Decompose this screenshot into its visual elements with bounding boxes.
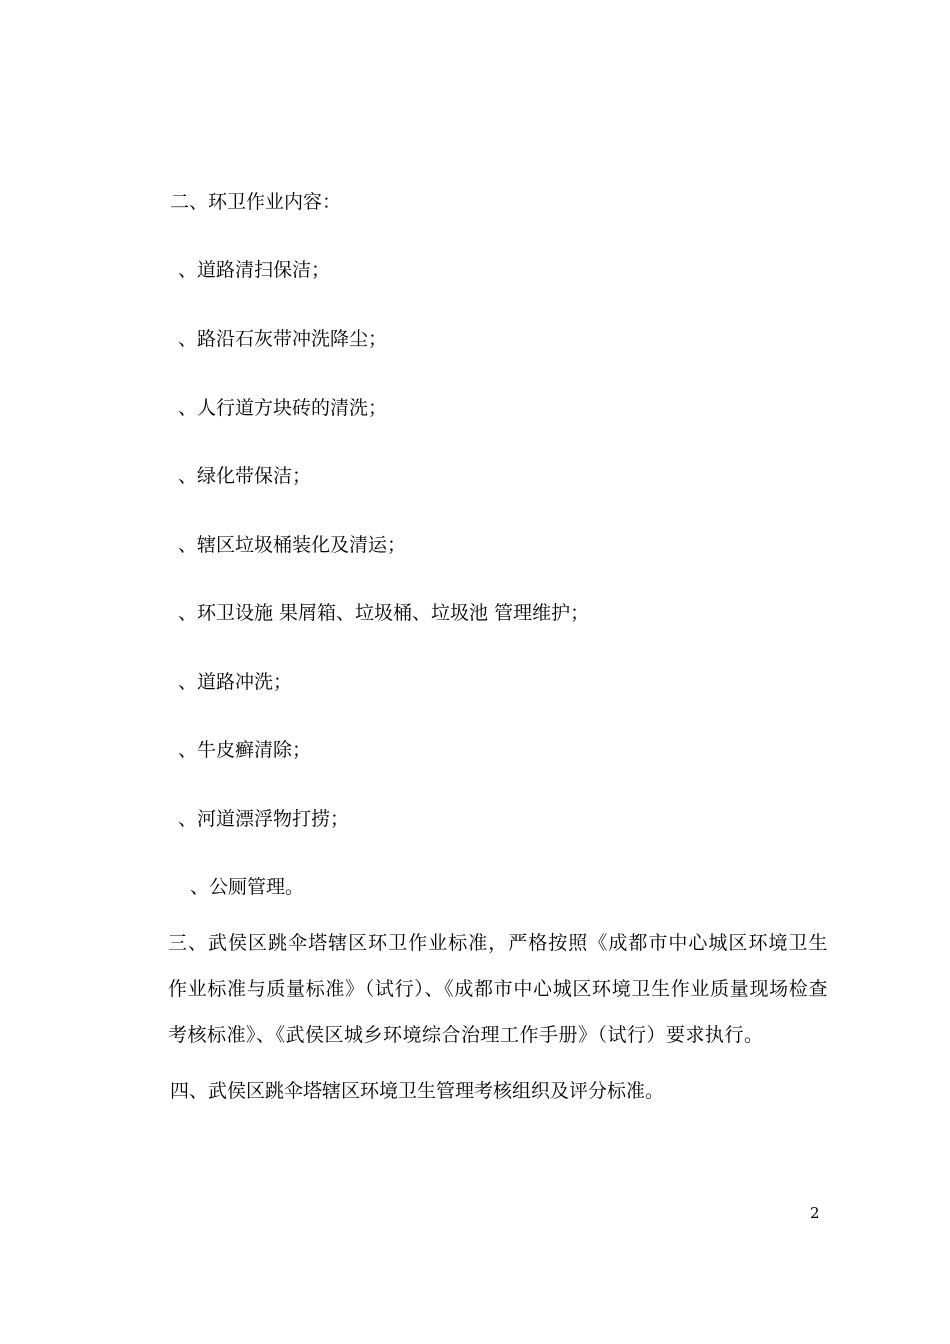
list-item: 、绿化带保洁； xyxy=(178,465,312,487)
list-item: 、牛皮癣清除； xyxy=(178,739,312,761)
list-item: 、路沿石灰带冲洗降尘； xyxy=(178,328,388,350)
page-number: 2 xyxy=(810,1204,820,1222)
list-item: 、人行道方块砖的清洗； xyxy=(178,397,388,419)
list-item: 、环卫设施 果屑箱、垃圾桶、垃圾池 管理维护； xyxy=(178,602,590,624)
section-heading: 二、环卫作业内容： xyxy=(170,191,342,213)
section-heading: 四、武侯区跳伞塔辖区环境卫生管理考核组织及评分标准。 xyxy=(170,1080,665,1102)
list-item: 、道路冲洗； xyxy=(178,671,293,693)
list-item: 、道路清扫保洁； xyxy=(178,259,331,281)
section-paragraph: 三、武侯区跳伞塔辖区环卫作业标准，严格按照《成都市中心城区环境卫生作业标准与质量标准》（试行）、《成都市中心城区环境卫生作业质量现场检查考核标准》、《武侯区城乡环境综合治理工作手册》（试行）要求执行。 xyxy=(168,932,828,1046)
list-item: 、河道漂浮物打捞； xyxy=(178,808,350,830)
list-item: 、公厕管理。 xyxy=(190,876,305,898)
list-item: 、辖区垃圾桶装化及清运； xyxy=(178,534,407,556)
